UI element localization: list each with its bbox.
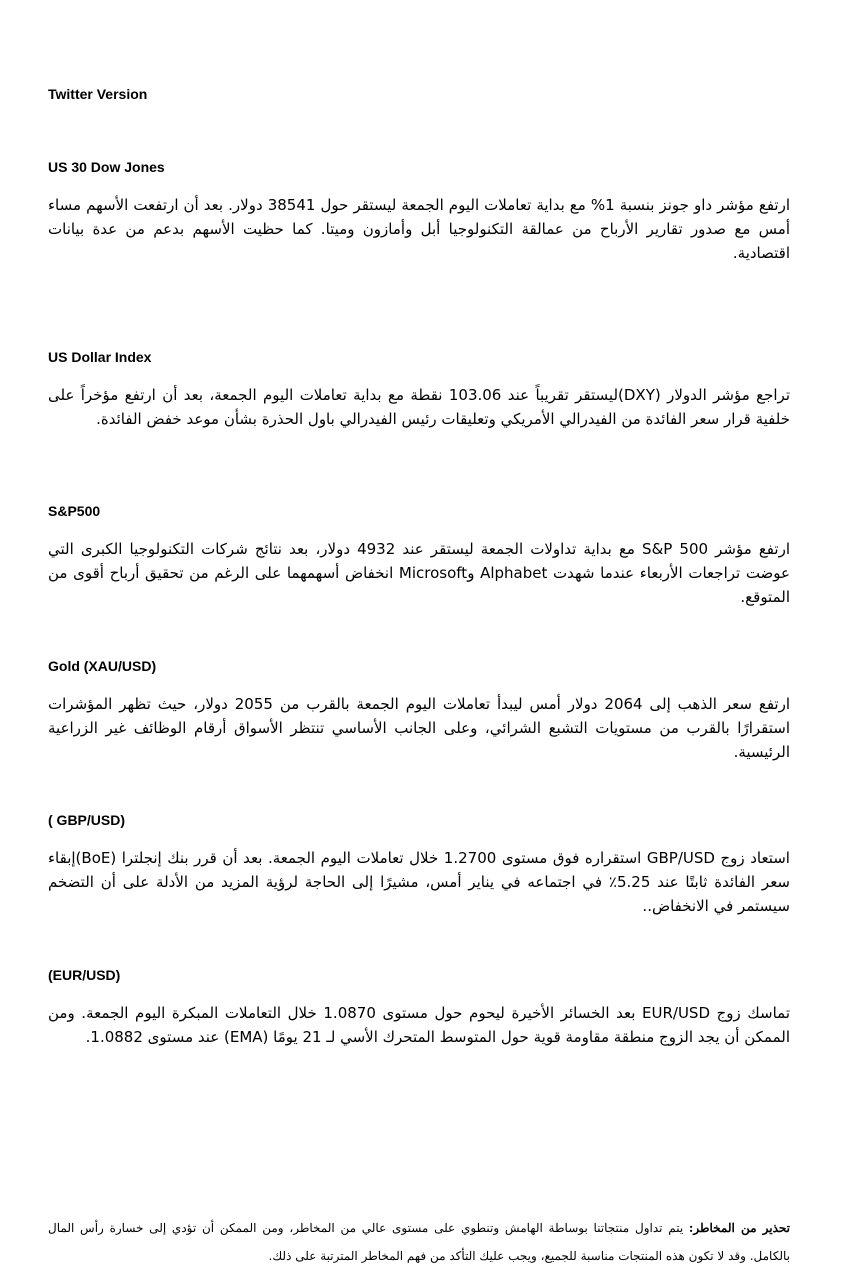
section-heading-dow-jones: US 30 Dow Jones <box>48 159 165 175</box>
risk-disclaimer-text: يتم تداول منتجاتنا بوساطة الهامش وتنطوي على مستوى عالي من المخاطر، ومن الممكن أن تؤدي إلى خسارة رأس المال بالكامل. وقد لا تكون هذه المنتجات مناسبة للجميع، ويجب عليك التأكد من فهم المخاطر المترتبة على ذلك. <box>48 1221 790 1263</box>
risk-disclaimer <box>48 1214 790 1270</box>
section-heading-eur-usd: (EUR/USD) <box>48 967 121 983</box>
section-body-eur-usd: تماسك زوج EUR/USD بعد الخسائر الأخيرة ليحوم حول مستوى 1.0870 خلال التعاملات المبكرة اليوم الجمعة. ومن الممكن أن يجد الزوج منطقة مقاومة قوية حول المتوسط المتحرك الأسي لـ 21 يومًا (EMA) عند مستوى 1.0882. <box>48 1004 790 1046</box>
section-body-dow-jones: ارتفع مؤشر داو جونز بنسبة 1% مع بداية تعاملات اليوم الجمعة ليستقر حول 38541 دولار. بعد أن ارتفعت الأسهم مساء أمس مع صدور تقارير الأرباح من عمالقة التكنولوجيا أبل وأمازون وميتا. كما حظيت الأسهم بدعم من عدة بيانات اقتصادية. <box>48 196 790 262</box>
section-heading-dollar-index: US Dollar Index <box>48 349 152 365</box>
section-body-gbp-usd: استعاد زوج GBP/USD استقراره فوق مستوى 1.2700 خلال تعاملات اليوم الجمعة. بعد أن قرر بنك إنجلترا (BoE)إبقاء سعر الفائدة ثابتًا عند 5.25٪ في اجتماعه في يناير أمس، مشيرًا إلى الحاجة لرؤية المزيد من الأدلة على أن التضخم سيستمر في الانخفاض.. <box>48 849 790 915</box>
section-heading-gold: Gold (XAU/USD) <box>48 658 157 674</box>
section-body-sp500: ارتفع مؤشر S&P 500 مع بداية تداولات الجمعة ليستقر عند 4932 دولار، بعد نتائج شركات التكنولوجيا الكبرى التي عوضت تراجعات الأربعاء عندما شهدت Alphabet وMicrosoft انخفاض أسهمهما على الرغم من تحقيق أرباح أقوى من المتوقع. <box>48 540 790 606</box>
risk-disclaimer-label: تحذير من المخاطر: <box>688 1221 790 1235</box>
section-heading-gbp-usd: ( GBP/USD) <box>48 812 125 828</box>
section-heading-sp500: S&P500 <box>48 503 101 519</box>
section-body-dollar-index: تراجع مؤشر الدولار (DXY)ليستقر تقريباً عند 103.06 نقطة مع بداية تعاملات اليوم الجمعة، بعد أن ارتفع مؤخراً على خلفية قرار سعر الفائدة من الفيدرالي الأمريكي وتعليقات رئيس الفيدرالي باول الحذرة بشأن موعد خفض الفائدة. <box>48 386 791 428</box>
page-title: Twitter Version <box>48 86 148 102</box>
section-body-gold: ارتفع سعر الذهب إلى 2064 دولار أمس ليبدأ تعاملات اليوم الجمعة بالقرب من 2055 دولار، حيث تظهر المؤشرات استقرارًا بالقرب من مستويات التشبع الشرائي، وعلى الجانب الأساسي تنتظر الأسواق أرقام الوظائف غير الزراعية الرئيسية. <box>48 695 791 761</box>
